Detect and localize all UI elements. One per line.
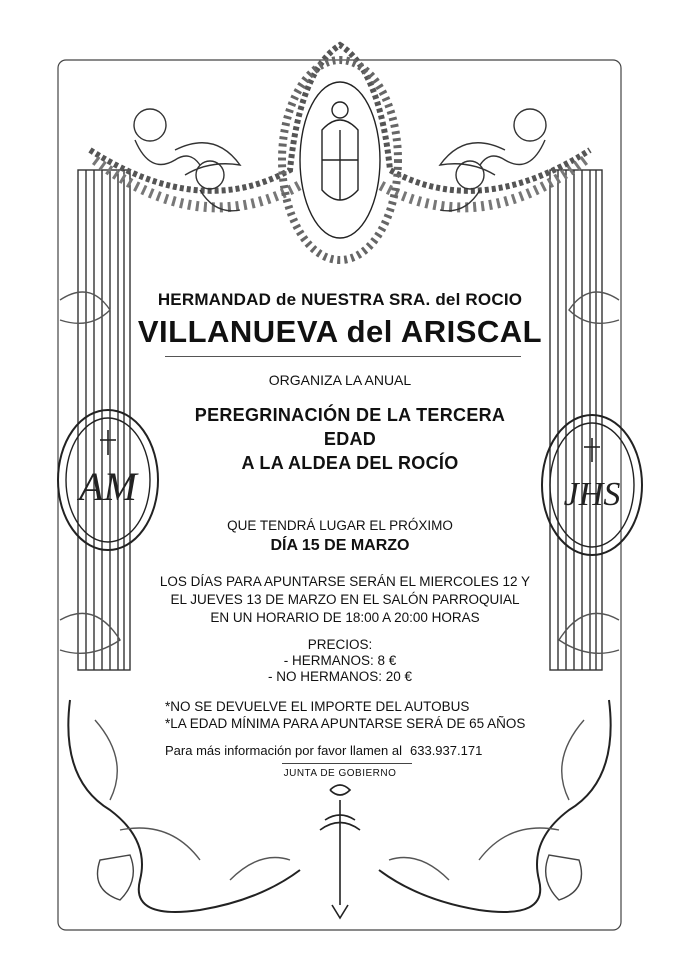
registration-line: EL JUEVES 13 DE MARZO EN EL SALÓN PARROQUIAL [170, 592, 520, 607]
prices-title: PRECIOS: [307, 637, 373, 652]
note-line: *NO SE DEVUELVE EL IMPORTE DEL AUTOBUS [165, 699, 470, 714]
prices [130, 637, 550, 685]
signature: JUNTA DE GOBIERNO [283, 768, 397, 779]
registration-line: EN UN HORARIO DE 18:00 A 20:00 HORAS [210, 610, 480, 625]
monogram-right: JHS [563, 476, 621, 513]
signature-divider [282, 763, 412, 764]
town-title: VILLANUEVA del ARISCAL [137, 314, 543, 349]
price-line: - HERMANOS: 8 € [283, 653, 397, 668]
note-line: *LA EDAD MÍNIMA PARA APUNTARSE SERÁ DE 65 AÑOS [165, 716, 526, 731]
hermandad-title: HERMANDAD de NUESTRA SRA. del ROCIO [157, 290, 523, 309]
registration-info [120, 573, 570, 627]
event-title-line: EDAD [323, 429, 377, 449]
contact-phone: 633.937.171 [410, 743, 483, 758]
contact-text: Para más información por favor llamen al [165, 743, 402, 758]
organiza-text: ORGANIZA LA ANUAL [268, 372, 412, 388]
registration-line: LOS DÍAS PARA APUNTARSE SERÁN EL MIERCOLES 12 Y [159, 574, 531, 589]
contact-info [165, 743, 565, 758]
lugar-text: QUE TENDRÁ LUGAR EL PRÓXIMO [227, 518, 453, 533]
cross-icon [320, 785, 360, 918]
event-title-line: PEREGRINACIÓN DE LA TERCERA [194, 405, 506, 425]
event-title [130, 403, 570, 475]
event-date: DÍA 15 DE MARZO [270, 537, 410, 554]
monogram-left: AM [79, 464, 137, 509]
notes [165, 698, 545, 732]
title-divider [165, 356, 521, 357]
price-line: - NO HERMANOS: 20 € [267, 669, 413, 684]
event-title-line: A LA ALDEA DEL ROCÍO [241, 453, 459, 473]
crest-icon [322, 102, 358, 200]
